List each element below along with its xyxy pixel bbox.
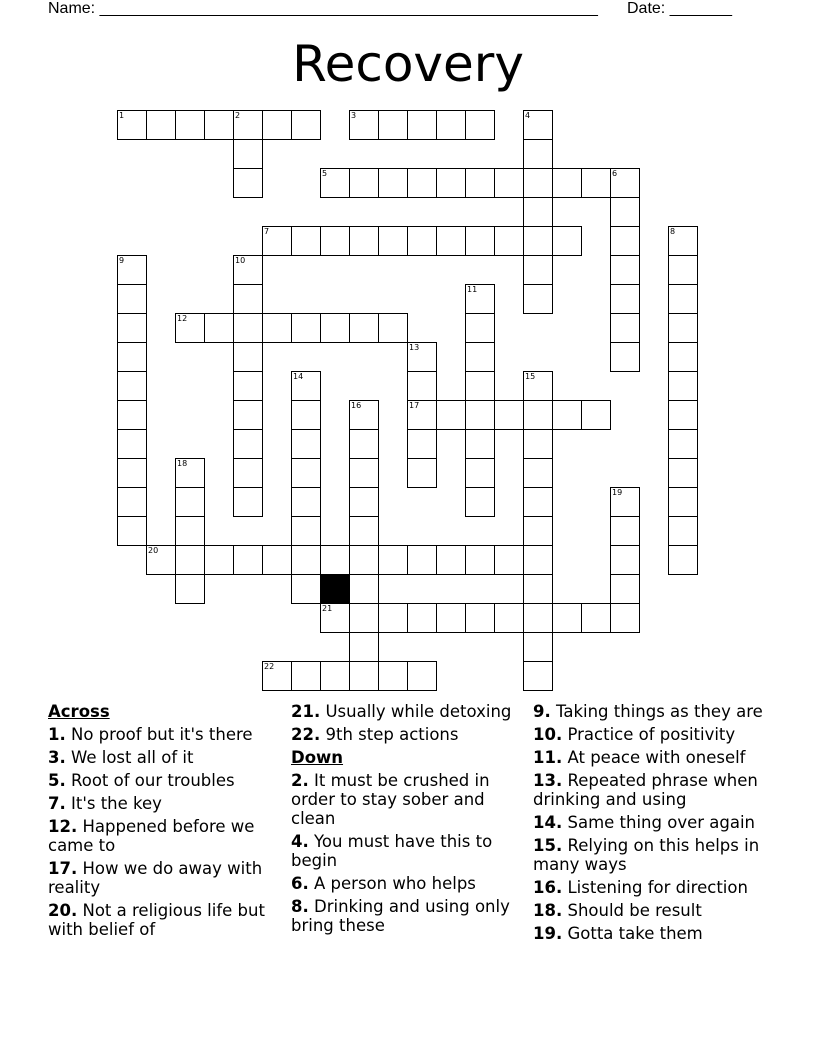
crossword-cell[interactable] [117,313,147,343]
clue-number-label: 6 [612,169,618,178]
crossword-cell[interactable] [349,313,379,343]
crossword-cell[interactable] [175,545,205,575]
crossword-cell[interactable] [523,661,553,691]
crossword-cell[interactable] [523,429,553,459]
crossword-cell[interactable] [291,574,321,604]
crossword-cell[interactable] [465,371,495,401]
crossword-cell[interactable] [523,487,553,517]
clue-across-20 [48,901,284,939]
crossword-cell[interactable] [233,429,263,459]
crossword-cell[interactable] [117,110,147,140]
clue-down-14 [533,813,773,832]
crossword-cell[interactable] [407,458,437,488]
crossword-cell[interactable] [523,516,553,546]
clue-down-16 [533,878,773,897]
crossword-cell[interactable] [465,603,495,633]
clue-number: 15. [533,836,563,855]
crossword-cell[interactable] [552,400,582,430]
crossword-cell[interactable] [552,603,582,633]
clue-number: 21. [291,702,321,721]
black-cell [320,574,350,604]
clue-text: Gotta take them [567,924,703,943]
crossword-cell[interactable] [349,168,379,198]
clue-number-label: 13 [409,343,420,352]
clue-text: Usually while detoxing [325,702,512,721]
across-heading: Across [48,702,110,721]
down-heading: Down [291,748,344,767]
clues-column-2 [291,702,527,939]
crossword-cell[interactable] [581,168,611,198]
crossword-cell[interactable] [407,429,437,459]
crossword-cell[interactable] [668,429,698,459]
name-field-label: Name: ________________________________________________________ [48,0,598,17]
clue-number: 18. [533,901,563,920]
crossword-cell[interactable] [117,487,147,517]
crossword-cell[interactable] [117,371,147,401]
crossword-cell[interactable] [610,255,640,285]
clue-number-label: 12 [177,314,188,323]
crossword-cell[interactable] [233,487,263,517]
crossword-cell[interactable] [349,516,379,546]
crossword-cell[interactable] [552,226,582,256]
clue-number-label: 3 [351,111,357,120]
clue-number-label: 4 [525,111,531,120]
crossword-cell[interactable] [610,168,640,198]
crossword-cell[interactable] [349,400,379,430]
crossword-cell[interactable] [291,313,321,343]
clue-number-label: 16 [351,401,362,410]
crossword-cell[interactable] [349,661,379,691]
crossword-cell[interactable] [668,284,698,314]
crossword-cell[interactable] [610,487,640,517]
crossword-cell[interactable] [407,661,437,691]
clue-number-label: 5 [322,169,328,178]
crossword-cell[interactable] [146,110,176,140]
crossword-cell[interactable] [233,458,263,488]
crossword-cell[interactable] [262,313,292,343]
crossword-cell[interactable] [233,284,263,314]
crossword-cell[interactable] [610,603,640,633]
clue-text: Practice of positivity [567,725,736,744]
clue-number-label: 15 [525,372,536,381]
crossword-cell[interactable] [581,603,611,633]
crossword-cell[interactable] [233,313,263,343]
crossword-cell[interactable] [262,110,292,140]
crossword-cell[interactable] [320,226,350,256]
crossword-cell[interactable] [349,226,379,256]
crossword-cell[interactable] [610,226,640,256]
crossword-cell[interactable] [233,255,263,285]
crossword-cell[interactable] [117,458,147,488]
clue-number-label: 17 [409,401,420,410]
crossword-cell[interactable] [320,661,350,691]
crossword-cell[interactable] [523,255,553,285]
crossword-cell[interactable] [117,255,147,285]
clue-down-9 [533,702,773,721]
crossword-cell[interactable] [233,168,263,198]
crossword-cell[interactable] [610,197,640,227]
clue-text: It must be crushed in order to stay sober and clean [291,771,490,828]
clue-number: 12. [48,817,78,836]
clue-number: 2. [291,771,309,790]
crossword-cell[interactable] [291,661,321,691]
clue-text: Root of our troubles [71,771,235,790]
crossword-cell[interactable] [465,284,495,314]
crossword-cell[interactable] [407,371,437,401]
clue-down-4 [291,832,527,870]
crossword-cell[interactable] [436,603,466,633]
clue-text: Taking things as they are [556,702,763,721]
crossword-cell[interactable] [552,168,582,198]
crossword-cell[interactable] [378,603,408,633]
clue-number: 7. [48,794,66,813]
crossword-cell[interactable] [349,429,379,459]
crossword-cell[interactable] [407,168,437,198]
clue-number-label: 9 [119,256,125,265]
clue-text: How we do away with reality [48,859,263,897]
crossword-cell[interactable] [436,168,466,198]
crossword-cell[interactable] [233,371,263,401]
crossword-cell[interactable] [668,400,698,430]
crossword-cell[interactable] [494,226,524,256]
crossword-cell[interactable] [436,400,466,430]
crossword-cell[interactable] [291,400,321,430]
clue-number-label: 10 [235,256,246,265]
crossword-cell[interactable] [204,545,234,575]
clue-number: 19. [533,924,563,943]
crossword-cell[interactable] [349,458,379,488]
clue-number-label: 8 [670,227,676,236]
clue-down-11 [533,748,773,767]
clue-number-label: 20 [148,546,159,555]
crossword-cell[interactable] [349,632,379,662]
clue-number-label: 2 [235,111,241,120]
crossword-cell[interactable] [610,284,640,314]
clue-number-label: 21 [322,604,333,613]
crossword-cell[interactable] [291,429,321,459]
crossword-cell[interactable] [233,342,263,372]
crossword-cell[interactable] [291,458,321,488]
crossword-cell[interactable] [117,400,147,430]
crossword-cell[interactable] [291,110,321,140]
clue-text: No proof but it's there [71,725,253,744]
crossword-cell[interactable] [610,342,640,372]
crossword-cell[interactable] [175,487,205,517]
clue-text: A person who helps [314,874,476,893]
clue-number: 10. [533,725,563,744]
clue-number: 11. [533,748,563,767]
crossword-cell[interactable] [407,110,437,140]
crossword-cell[interactable] [581,400,611,430]
clue-number: 6. [291,874,309,893]
clue-text: Drinking and using only bring these [291,897,510,935]
crossword-cell[interactable] [523,226,553,256]
crossword-cell[interactable] [523,197,553,227]
crossword-cell[interactable] [523,139,553,169]
clue-number: 20. [48,901,78,920]
crossword-cell[interactable] [291,226,321,256]
crossword-cell[interactable] [320,313,350,343]
crossword-cell[interactable] [349,487,379,517]
crossword-cell[interactable] [668,487,698,517]
crossword-cell[interactable] [465,487,495,517]
crossword-cell[interactable] [523,110,553,140]
clue-down-10 [533,725,773,744]
crossword-cell[interactable] [262,661,292,691]
crossword-cell[interactable] [668,313,698,343]
clue-down-15 [533,836,773,874]
clue-number: 16. [533,878,563,897]
clue-across-22 [291,725,527,744]
clue-number: 14. [533,813,563,832]
crossword-cell[interactable] [668,516,698,546]
crossword-cell[interactable] [378,661,408,691]
crossword-cell[interactable] [262,545,292,575]
crossword-cell[interactable] [378,226,408,256]
crossword-cell[interactable] [320,603,350,633]
crossword-cell[interactable] [494,545,524,575]
crossword-cell[interactable] [523,545,553,575]
clue-text: Same thing over again [567,813,756,832]
crossword-cell[interactable] [523,400,553,430]
crossword-cell[interactable] [465,313,495,343]
crossword-cell[interactable] [465,429,495,459]
crossword-cell[interactable] [378,168,408,198]
page-title: Recovery [292,35,524,93]
clue-down-6 [291,874,527,893]
crossword-cell[interactable] [494,168,524,198]
clue-across-17 [48,859,284,897]
clue-number: 5. [48,771,66,790]
crossword-cell[interactable] [610,545,640,575]
crossword-cell[interactable] [668,342,698,372]
crossword-cell[interactable] [175,110,205,140]
crossword-cell[interactable] [117,516,147,546]
crossword-cell[interactable] [175,313,205,343]
crossword-cell[interactable] [291,545,321,575]
crossword-cell[interactable] [349,545,379,575]
clue-across-1 [48,725,284,744]
crossword-cell[interactable] [117,429,147,459]
crossword-cell[interactable] [291,516,321,546]
crossword-cell[interactable] [378,545,408,575]
clue-down-19 [533,924,773,943]
clue-down-8 [291,897,527,935]
crossword-cell[interactable] [610,574,640,604]
crossword-cell[interactable] [175,458,205,488]
crossword-cell[interactable] [204,313,234,343]
clue-text: Happened before we came to [48,817,255,855]
clue-across-12 [48,817,284,855]
clue-down-18 [533,901,773,920]
crossword-cell[interactable] [668,458,698,488]
crossword-cell[interactable] [407,545,437,575]
crossword-cell[interactable] [146,545,176,575]
crossword-cell[interactable] [465,342,495,372]
crossword-cell[interactable] [668,226,698,256]
clue-number: 17. [48,859,78,878]
clue-text: At peace with oneself [567,748,746,767]
crossword-cell[interactable] [494,603,524,633]
clue-number-label: 7 [264,227,270,236]
crossword-cell[interactable] [436,545,466,575]
clue-across-7 [48,794,284,813]
crossword-cell[interactable] [175,574,205,604]
crossword-cell[interactable] [378,313,408,343]
clue-number-label: 19 [612,488,623,497]
clue-text: Relying on this helps in many ways [533,836,760,874]
crossword-cell[interactable] [407,226,437,256]
crossword-cell[interactable] [320,168,350,198]
crossword-cell[interactable] [436,226,466,256]
crossword-cell[interactable] [233,545,263,575]
crossword-cell[interactable] [117,342,147,372]
crossword-cell[interactable] [465,545,495,575]
clue-across-5 [48,771,284,790]
clue-number: 9. [533,702,551,721]
clue-text: Not a religious life but with belief of [48,901,265,939]
crossword-cell[interactable] [233,110,263,140]
crossword-cell[interactable] [523,632,553,662]
clue-number: 8. [291,897,309,916]
clue-number-label: 22 [264,662,275,671]
clue-text: 9th step actions [325,725,459,744]
crossword-cell[interactable] [523,371,553,401]
clue-text: Listening for direction [567,878,748,897]
clues-column-3 [533,702,773,947]
clue-text: We lost all of it [71,748,194,767]
clue-number: 3. [48,748,66,767]
clue-text: It's the key [71,794,162,813]
crossword-cell[interactable] [610,313,640,343]
crossword-cell[interactable] [465,226,495,256]
crossword-cell[interactable] [117,284,147,314]
crossword-cell[interactable] [436,110,466,140]
crossword-cell[interactable] [233,400,263,430]
crossword-cell[interactable] [523,284,553,314]
clue-number-label: 1 [119,111,125,120]
crossword-cell[interactable] [523,458,553,488]
crossword-cell[interactable] [668,371,698,401]
crossword-cell[interactable] [465,110,495,140]
clue-number: 1. [48,725,66,744]
crossword-cell[interactable] [668,255,698,285]
crossword-cell[interactable] [349,603,379,633]
crossword-cell[interactable] [610,516,640,546]
crossword-cell[interactable] [523,603,553,633]
crossword-cell[interactable] [204,110,234,140]
crossword-cell[interactable] [233,139,263,169]
crossword-cell[interactable] [494,400,524,430]
crossword-cell[interactable] [523,574,553,604]
clue-text: Repeated phrase when drinking and using [533,771,758,809]
clue-number: 22. [291,725,321,744]
crossword-cell[interactable] [262,226,292,256]
crossword-cell[interactable] [291,487,321,517]
clue-number: 13. [533,771,563,790]
crossword-cell[interactable] [291,371,321,401]
crossword-cell[interactable] [465,400,495,430]
crossword-cell[interactable] [407,400,437,430]
clue-text: You must have this to begin [291,832,493,870]
crossword-cell[interactable] [523,168,553,198]
clue-number-label: 18 [177,459,188,468]
crossword-cell[interactable] [320,545,350,575]
crossword-cell[interactable] [465,458,495,488]
clues-column-1 [48,702,284,943]
crossword-cell[interactable] [668,545,698,575]
clue-number-label: 14 [293,372,304,381]
clue-text: Should be result [567,901,702,920]
clue-number-label: 11 [467,285,478,294]
crossword-cell[interactable] [349,110,379,140]
date-field-label: Date: _______ [627,0,732,17]
clue-down-2 [291,771,527,828]
clue-across-3 [48,748,284,767]
crossword-cell[interactable] [378,110,408,140]
clue-across-21 [291,702,527,721]
crossword-cell[interactable] [465,168,495,198]
crossword-cell[interactable] [175,516,205,546]
clue-number: 4. [291,832,309,851]
crossword-cell[interactable] [349,574,379,604]
clue-down-13 [533,771,773,809]
crossword-cell[interactable] [407,603,437,633]
crossword-cell[interactable] [407,342,437,372]
